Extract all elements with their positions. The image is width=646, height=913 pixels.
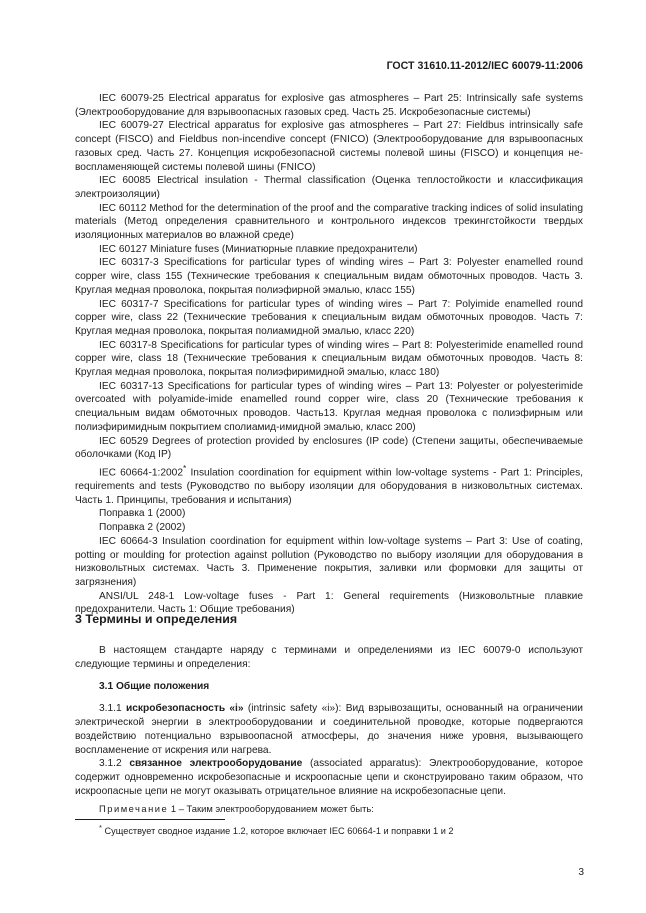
note-text: 1 – Таким электрооборудованием может быть:: [168, 803, 374, 815]
reference-item: IEC 60085 Electrical insulation - Thermal classification (Оценка теплостойкости и классификация электроизоляции): [75, 175, 583, 200]
term-number: 3.1.2: [99, 758, 130, 770]
reference-item: ANSI/UL 248-1 Low-voltage fuses - Part 1: General requirements (Низковольтные плавкие предохранители. Часть 1: Общие требования): [75, 590, 583, 616]
reference-item: IEC 60079-27 Electrical apparatus for explosive gas atmospheres – Part 27: Fieldbus intrinsically safe concept (FISCO) and Fieldbus non-incendive concept (FNICO) (Электрооборудование для взрывоопасных газовых сред. Часть 27. Концепция искробезопасной системы полевой шины (FISCO) и концепция не-воспламеняющей системы полевой шины (FNICO): [75, 120, 583, 173]
footnote-divider: [75, 819, 225, 820]
section-intro: В настоящем стандарте наряду с терминами и определениями из IEC 60079-0 используют следующие термины и определения:: [75, 645, 583, 670]
term-definition: [75, 757, 583, 798]
reference-item: IEC 60317-7 Specifications for particular types of winding wires – Part 7: Polyimide enamelled round copper wire, class 22 (Технические требования к специальным видам обмоточных проводов. Часть 7: Круглая медная проволока, покрытая полиамидной эмалью, класс 220): [75, 298, 583, 337]
reference-item: IEC 60317-3 Specifications for particular types of winding wires – Part 3: Polyester enamelled round copper wire, class 155 (Технические требования к специальным видам обмоточных проводов. Часть 3. Круглая медная проволока, покрытая полиэфирной эмалью, класс 155): [75, 257, 583, 296]
term-name: связанное электрооборудование: [129, 758, 303, 770]
footnote-marker: *: [99, 823, 102, 832]
reference-item: IEC 60317-8 Specifications for particular types of winding wires – Part 8: Polyesterimide enamelled round copper wire, class 18 (Технические требования к специальным видам обмоточных проводов. Часть 8: Круглая медная проволока, покрытая полиэфиримидной эмалью, класс 180): [75, 339, 583, 379]
reference-item: IEC 60529 Degrees of protection provided by enclosures (IP code) (Степени защиты, обеспечиваемые оболочками (Код IP): [75, 435, 583, 461]
term-text: (intrinsic safety «i»): Вид взрывозащиты, основанный на ограничении электрической энергии в электрооборудовании и соединительной проводке, которые подвергаются воздействию потенциально взрывоопасной атмосферы, до значения ниже уровня, вызывающего воспламенение от искрения или нагрева.: [75, 703, 583, 756]
reference-code: IEC 60664-1:2002: [99, 467, 184, 479]
reference-item: IEC 60112 Method for the determination of the proof and the comparative tracking indices of solid insulating materials (Метод определения сравнительного и контрольного индексов трекингстойкости твердых изоляционных материалов во влажной среде): [75, 202, 583, 242]
reference-item: IEC 60317-13 Specifications for particular types of winding wires – Part 13: Polyester or polyesterimide overcoated with polyamide-imide enamelled round copper wire, class 20 (Технические требования к специальным видам обмоточных проводов. Часть13. Круглая медная проволока с полиэфирным или полиэфиримидным покрытием сполиамид-имидной эмалью, класс 200): [75, 380, 583, 433]
page-number: 3: [578, 867, 584, 878]
subsection-title: 3.1 Общие положения: [99, 681, 210, 693]
terms-section: [75, 644, 583, 816]
reference-text: Insulation coordination for equipment within low-voltage systems - Part 1: Principles, requirements and tests (Руководство по выбору изоляции для оборудования в низковольтных системах. Часть 1. Принципы, требования и испытания): [75, 467, 583, 506]
amendment-item: Поправка 1 (2000): [99, 508, 186, 520]
reference-item: IEC 60127 Miniature fuses (Миниатюрные плавкие предохранители): [99, 243, 418, 255]
footnote-text: Существует сводное издание 1.2, которое включает IEC 60664-1 и поправки 1 и 2: [101, 826, 454, 837]
term-definition: [75, 702, 583, 757]
reference-item: IEC 60664-3 Insulation coordination for equipment within low-voltage systems – Part 3: Use of coating, potting or moulding for protection against pollution (Руководство по выбору изоляции для оборудования в низковольтных системах. Часть 3. Применение покрытия, заливки или формовки для защиты от загрязнения): [75, 535, 583, 588]
reference-item: IEC 60079-25 Electrical apparatus for explosive gas atmospheres – Part 25: Intrinsically safe systems (Электрооборудование для взрывоопасных газовых сред. Часть 25. Искробезопасные системы): [75, 93, 583, 118]
note-label: Примечание: [99, 803, 169, 815]
reference-item-60664-1: [75, 462, 583, 508]
term-name: искробезопасность «i»: [125, 703, 244, 715]
footnote-marker: *: [183, 462, 187, 473]
section-title: 3 Термины и определения: [75, 612, 238, 626]
references-list: [75, 92, 583, 617]
amendment-item: Поправка 2 (2002): [99, 522, 186, 534]
term-number: 3.1.1: [99, 703, 126, 715]
term-text: (associated apparatus): Электрооборудование, которое содержит одновременно искробезопасные и искроопасные цепи и сконструировано таким образом, что искроопасные цепи не могут оказывать отрицательное влияние на искробезопасные цепи.: [75, 758, 583, 797]
footnote: [99, 823, 454, 836]
document-header: ГОСТ 31610.11-2012/IEC 60079-11:2006: [386, 60, 583, 72]
note: [75, 802, 583, 816]
